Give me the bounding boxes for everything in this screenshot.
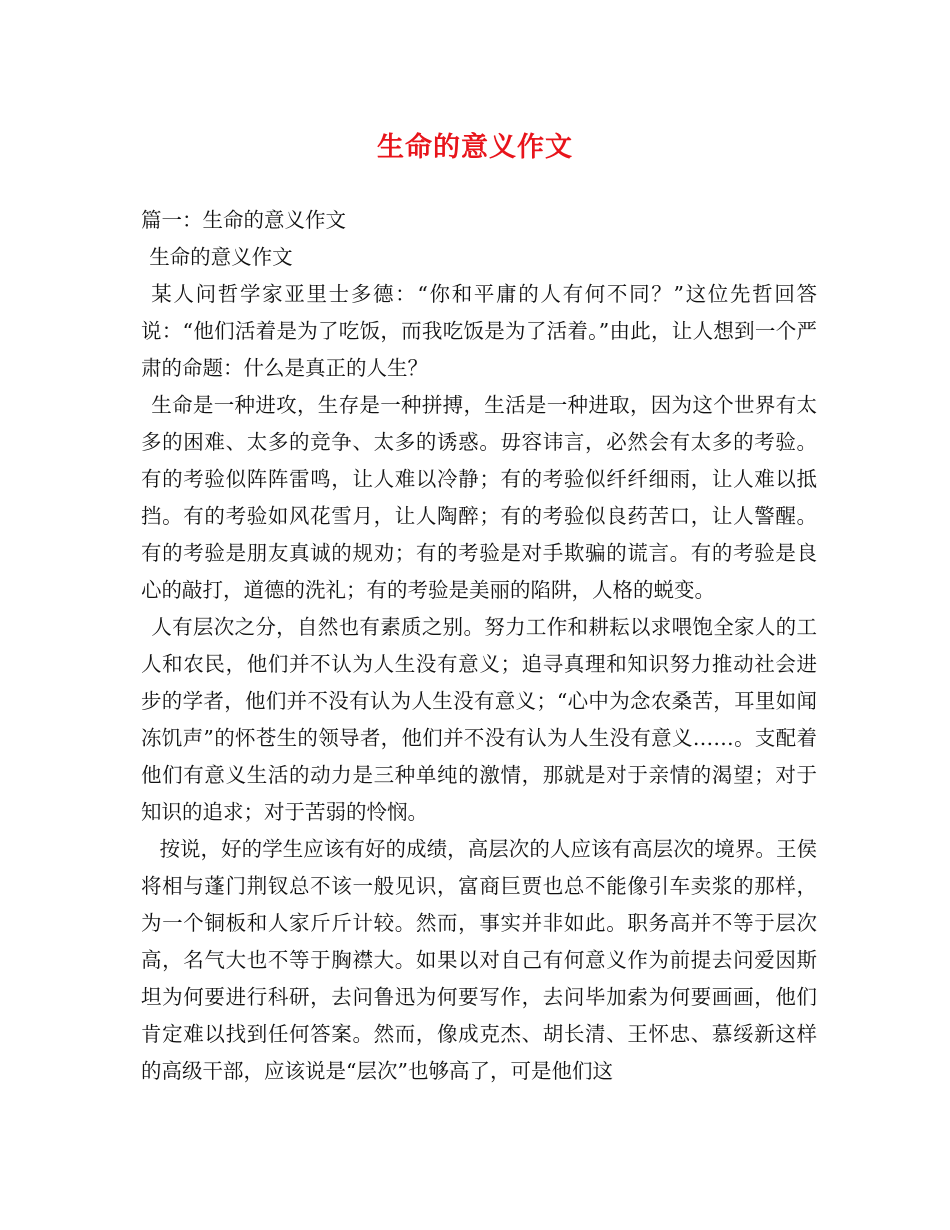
paragraph-4: 按说，好的学生应该有好的成绩，高层次的人应该有高层次的境界。王侯将相与蓬门荆钗总不该一般见识，富商巨贾也总不能像引车卖浆的那样，为一个铜板和人家斤斤计较。然而，事实并非如此。职务高并不等于层次高，名气大也不等于胸襟大。如果以对自己有何意义作为前提去问爱因斯坦为何要进行科研，去问鲁迅为何要写作，去问毕加索为何要画画，他们肯定难以找到任何答案。然而，像成克杰、胡长清、王怀忠、慕绥新这样的高级干部，应该说是“层次”也够高了，可是他们这 [141, 837, 817, 1083]
paragraph-1: 某人问哲学家亚里士多德：“你和平庸的人有何不同？”这位先哲回答说：“他们活着是为了吃饭，而我吃饭是为了活着。”由此，让人想到一个严肃的命题：什么是真正的人生？ [141, 282, 817, 380]
paragraph-2: 生命是一种进攻，生存是一种拼搏，生活是一种进取，因为这个世界有太多的困难、太多的竞争、太多的诱惑。毋容讳言，必然会有太多的考验。有的考验似阵阵雷鸣，让人难以冷静；有的考验似纤纤细雨，让人难以抵挡。有的考验如风花雪月，让人陶醉；有的考验似良药苦口，让人警醒。有的考验是朋友真诚的规劝；有的考验是对手欺骗的谎言。有的考验是良心的敲打，道德的洗礼；有的考验是美丽的陷阱，人格的蜕变。 [141, 393, 817, 602]
section-subtitle: 生命的意义作文 [149, 245, 293, 269]
section-heading: 篇一：生命的意义作文 [141, 208, 346, 232]
document-body [141, 202, 817, 1090]
paragraph-3: 人有层次之分，自然也有素质之别。努力工作和耕耘以求喂饱全家人的工人和农民，他们并不认为人生没有意义；追寻真理和知识努力推动社会进步的学者，他们并不没有认为人生没有意义；“心中为念农桑苦，耳里如闻冻饥声”的怀苍生的领导者，他们并不没有认为人生没有意义……。支配着他们有意义生活的动力是三种单纯的激情，那就是对于亲情的渴望；对于知识的追求；对于苦弱的怜悯。 [141, 615, 817, 824]
document-title: 生命的意义作文 [377, 132, 573, 163]
